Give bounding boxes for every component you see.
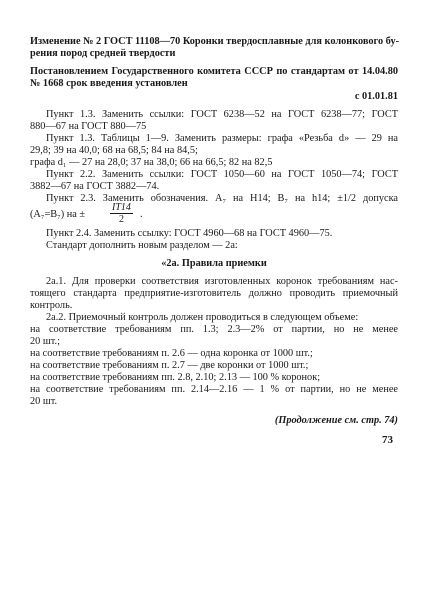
clause-2a2-item-1-end: 20 шт.;: [30, 336, 60, 347]
item-1-3-tables-cont: 29,8; 39 на 40,0; 68 на 68,5; 84 на 84,5;: [30, 145, 198, 156]
continuation-note: (Продолжение см. стр. 74): [274, 415, 398, 426]
tolerance-fraction: [110, 202, 133, 225]
item-1-3-tables: Пункт 1.3. Таблицы 1—9. Заменить размеры: графа «Резьба d» — 29 на: [46, 133, 398, 144]
item-2-4: Пункт 2.4. Заменить ссылку: ГОСТ 4960—68 на ГОСТ 4960—75.: [46, 228, 333, 239]
section-heading: «2а. Правила приемки: [161, 258, 267, 269]
amendment-title-cont: рения пород средней твердости: [30, 48, 176, 59]
clause-2a2-item-5: на соответствие требованиям пп. 2.14—2.16 — 1 % от партии, но не менее: [30, 384, 398, 395]
decree-line: Постановлением Государственного комитета СССР по стандартам от 14.04.80: [30, 66, 398, 77]
clause-2a2-item-3: на соответствие требованиям п. 2.7 — две коронки от 1000 шт.;: [30, 360, 309, 371]
item-2-2-cont: 3882—67 на ГОСТ 3882—74.: [30, 181, 160, 192]
clause-2a1-end: контроль.: [30, 300, 73, 311]
item-2-2: Пункт 2.2. Заменить ссылки: ГОСТ 1050—60 на ГОСТ 1050—74; ГОСТ: [46, 169, 398, 180]
amendment-title: Изменение № 2 ГОСТ 11108—70 Коронки твердосплавные для колонкового бу-: [30, 36, 400, 47]
fraction-denominator: 2: [118, 214, 124, 225]
page-number: 73: [382, 434, 393, 446]
item-2-3-tolerance: (A₇=B₇) на ±: [30, 209, 86, 220]
standard-addition: Стандарт дополнить новым разделом — 2а:: [46, 240, 238, 251]
clause-2a2-item-1: на соответствие требованиям пп. 1.3; 2.3—2% от партии, но не менее: [30, 324, 398, 335]
clause-2a2: 2а.2. Приемочный контроль должен проводиться в следующем объеме:: [46, 312, 359, 323]
item-1-3-refs: Пункт 1.3. Заменить ссылки: ГОСТ 6238—52 на ГОСТ 6238—77; ГОСТ: [46, 109, 398, 120]
clause-2a1: 2а.1. Для проверки соответствия изготовленных коронок требованиям нас-: [46, 276, 398, 287]
effective-date: с 01.01.81: [354, 91, 398, 102]
item-1-3-refs-cont: 880—67 на ГОСТ 880—75: [30, 121, 147, 132]
clause-2a2-item-2: на соответствие требованиям п. 2.6 — одна коронка от 1000 шт.;: [30, 348, 313, 359]
fraction-numerator: IT14: [112, 202, 131, 213]
clause-2a2-item-5-end: 20 шт.: [30, 396, 58, 407]
decree-line-cont: № 1668 срок введения установлен: [30, 78, 188, 89]
clause-2a1-cont: тоящего стандарта предприятие-изготовитель должно проводить приемочный: [30, 288, 398, 299]
item-2-3-end: .: [140, 209, 143, 220]
item-1-3-tables-d1: графа d₁ — 27 на 28,0; 37 на 38,0; 66 на 66,5; 82 на 82,5: [30, 157, 273, 168]
item-2-3: Пункт 2.3. Заменить обозначения. A₇ на H14; B₇ на h14; ±1/2 допуска: [46, 193, 398, 204]
clause-2a2-item-4: на соответствие требованиям пп. 2.8, 2.10; 2.13 — 100 % коронок;: [30, 372, 321, 383]
